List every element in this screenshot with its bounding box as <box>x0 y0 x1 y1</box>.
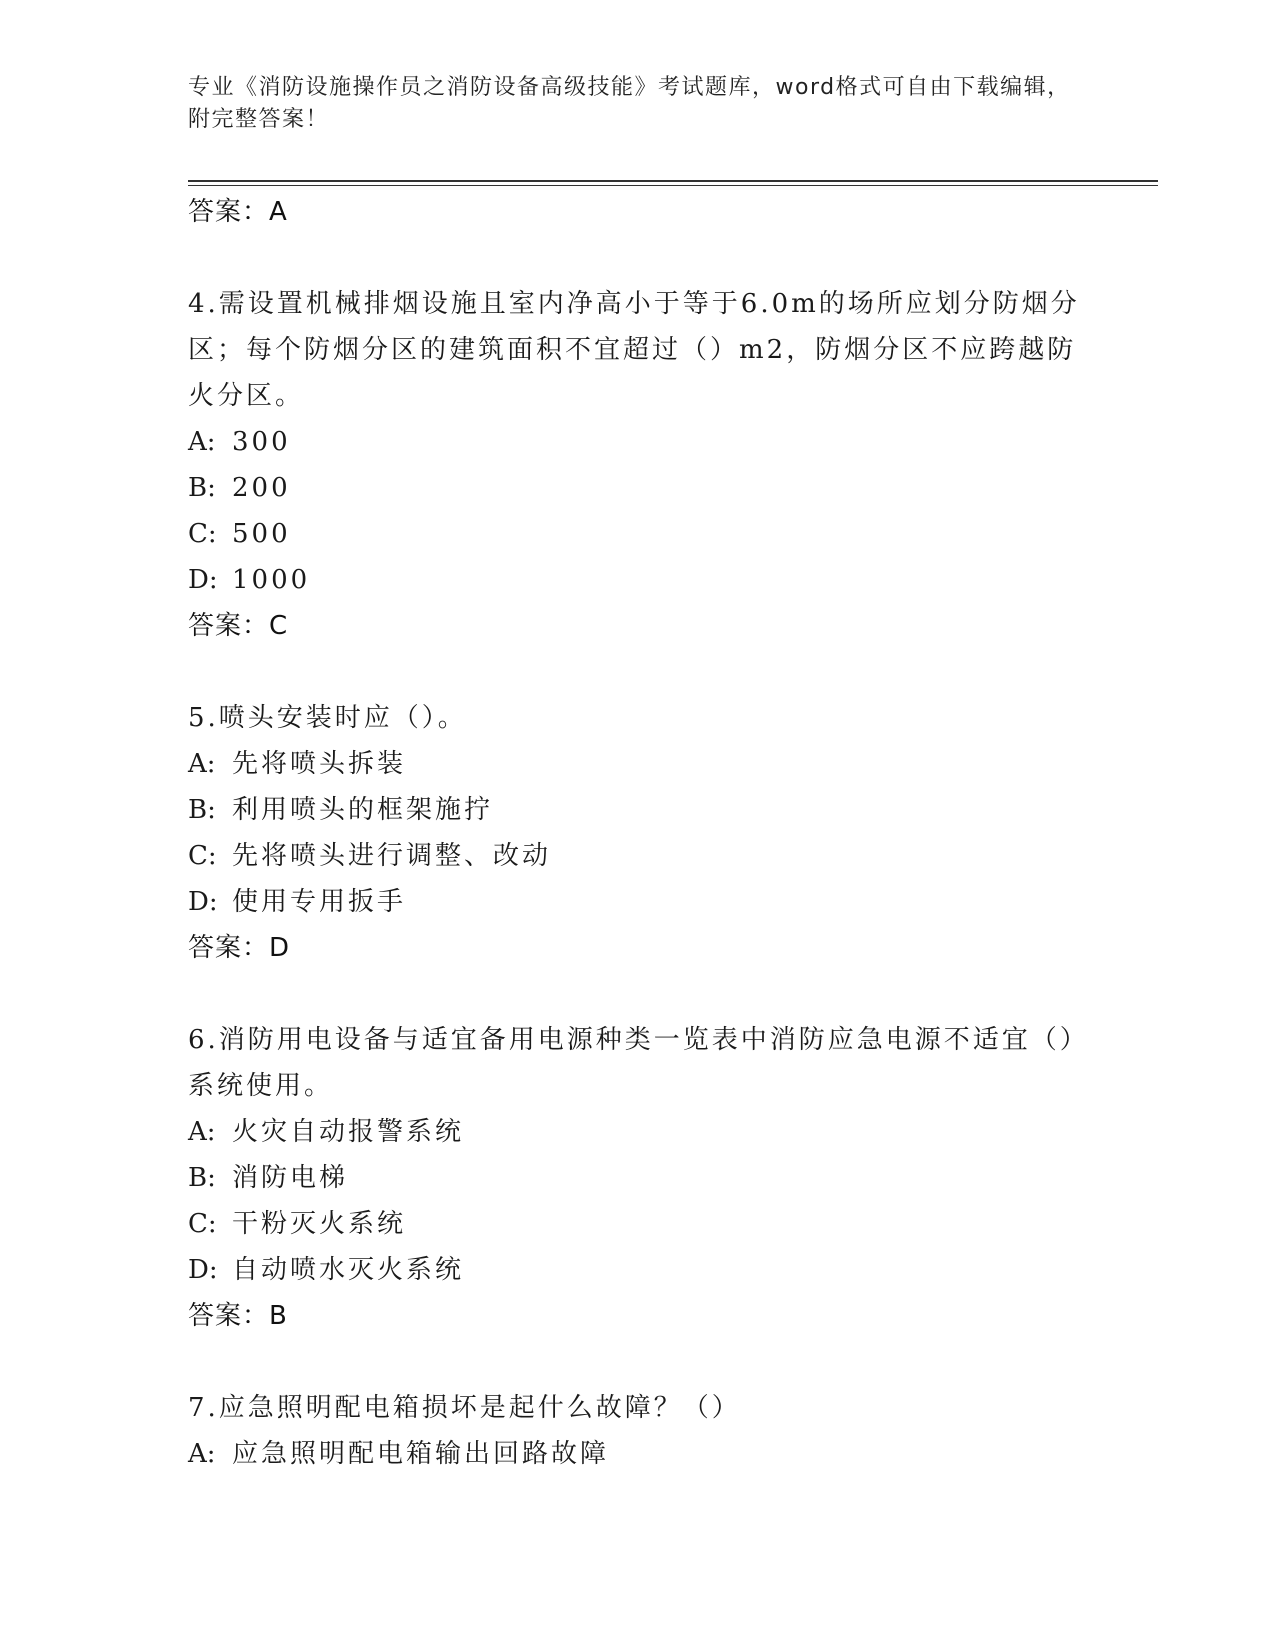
option-a <box>188 741 1088 787</box>
question-stem: 5.喷头安装时应（）。 <box>188 703 467 733</box>
answer-line: 答案：A <box>188 197 288 227</box>
option-b <box>188 787 1088 833</box>
question-stem: 6.消防用电设备与适宜备用电源种类一览表中消防应急电源不适宜（）系统使用。 <box>188 1025 1076 1101</box>
question-stem: 4.需设置机械排烟设施且室内净高小于等于6.0m的场所应划分防烟分区；每个防烟分区的建筑面积不宜超过（）m2，防烟分区不应跨越防火分区。 <box>188 289 1080 411</box>
option-b <box>188 465 1088 511</box>
option-c <box>188 511 1088 557</box>
header-divider-thick <box>188 180 1158 182</box>
option-letter: A: <box>188 1117 216 1147</box>
option-letter: C: <box>188 841 217 871</box>
question-block <box>188 1385 1088 1477</box>
option-letter: D: <box>188 887 218 917</box>
option-d <box>188 879 1088 925</box>
header-divider-thin <box>188 185 1158 186</box>
option-c <box>188 1201 1088 1247</box>
question-stem: 7.应急照明配电箱损坏是起什么故障？（） <box>188 1393 741 1423</box>
option-letter: D: <box>188 1255 218 1285</box>
option-a <box>188 1431 1088 1477</box>
option-text: 200 <box>232 473 291 503</box>
option-letter: A: <box>188 749 216 779</box>
option-text: 消防电梯 <box>232 1163 349 1193</box>
option-a <box>188 419 1088 465</box>
option-text: 1000 <box>232 565 311 595</box>
option-text: 干粉灭火系统 <box>232 1209 407 1239</box>
option-text: 使用专用扳手 <box>232 887 407 917</box>
option-text: 自动喷水灭火系统 <box>232 1255 465 1285</box>
option-b <box>188 1155 1088 1201</box>
option-text: 先将喷头进行调整、改动 <box>232 841 552 871</box>
option-letter: B: <box>188 473 216 503</box>
option-text: 500 <box>232 519 291 549</box>
option-letter: A: <box>188 1439 216 1469</box>
option-text: 300 <box>232 427 291 457</box>
option-d <box>188 1247 1088 1293</box>
option-c <box>188 833 1088 879</box>
question-list <box>188 189 1088 1477</box>
answer-line: 答案：D <box>188 933 291 963</box>
option-a <box>188 1109 1088 1155</box>
question-block <box>188 281 1088 649</box>
document-header: 专业《消防设施操作员之消防设备高级技能》考试题库，word格式可自由下载编辑，附完整答案！ <box>188 75 1071 132</box>
answer-line: 答案：C <box>188 611 289 641</box>
option-letter: C: <box>188 1209 217 1239</box>
option-letter: B: <box>188 795 216 825</box>
option-text: 先将喷头拆装 <box>232 749 407 779</box>
option-d <box>188 557 1088 603</box>
option-text: 应急照明配电箱输出回路故障 <box>232 1439 610 1469</box>
option-letter: B: <box>188 1163 216 1193</box>
option-letter: C: <box>188 519 217 549</box>
option-text: 利用喷头的框架施拧 <box>232 795 494 825</box>
question-block <box>188 695 1088 971</box>
option-letter: A: <box>188 427 216 457</box>
option-text: 火灾自动报警系统 <box>232 1117 465 1147</box>
option-letter: D: <box>188 565 218 595</box>
question-block <box>188 1017 1088 1339</box>
answer-line: 答案：B <box>188 1301 288 1331</box>
